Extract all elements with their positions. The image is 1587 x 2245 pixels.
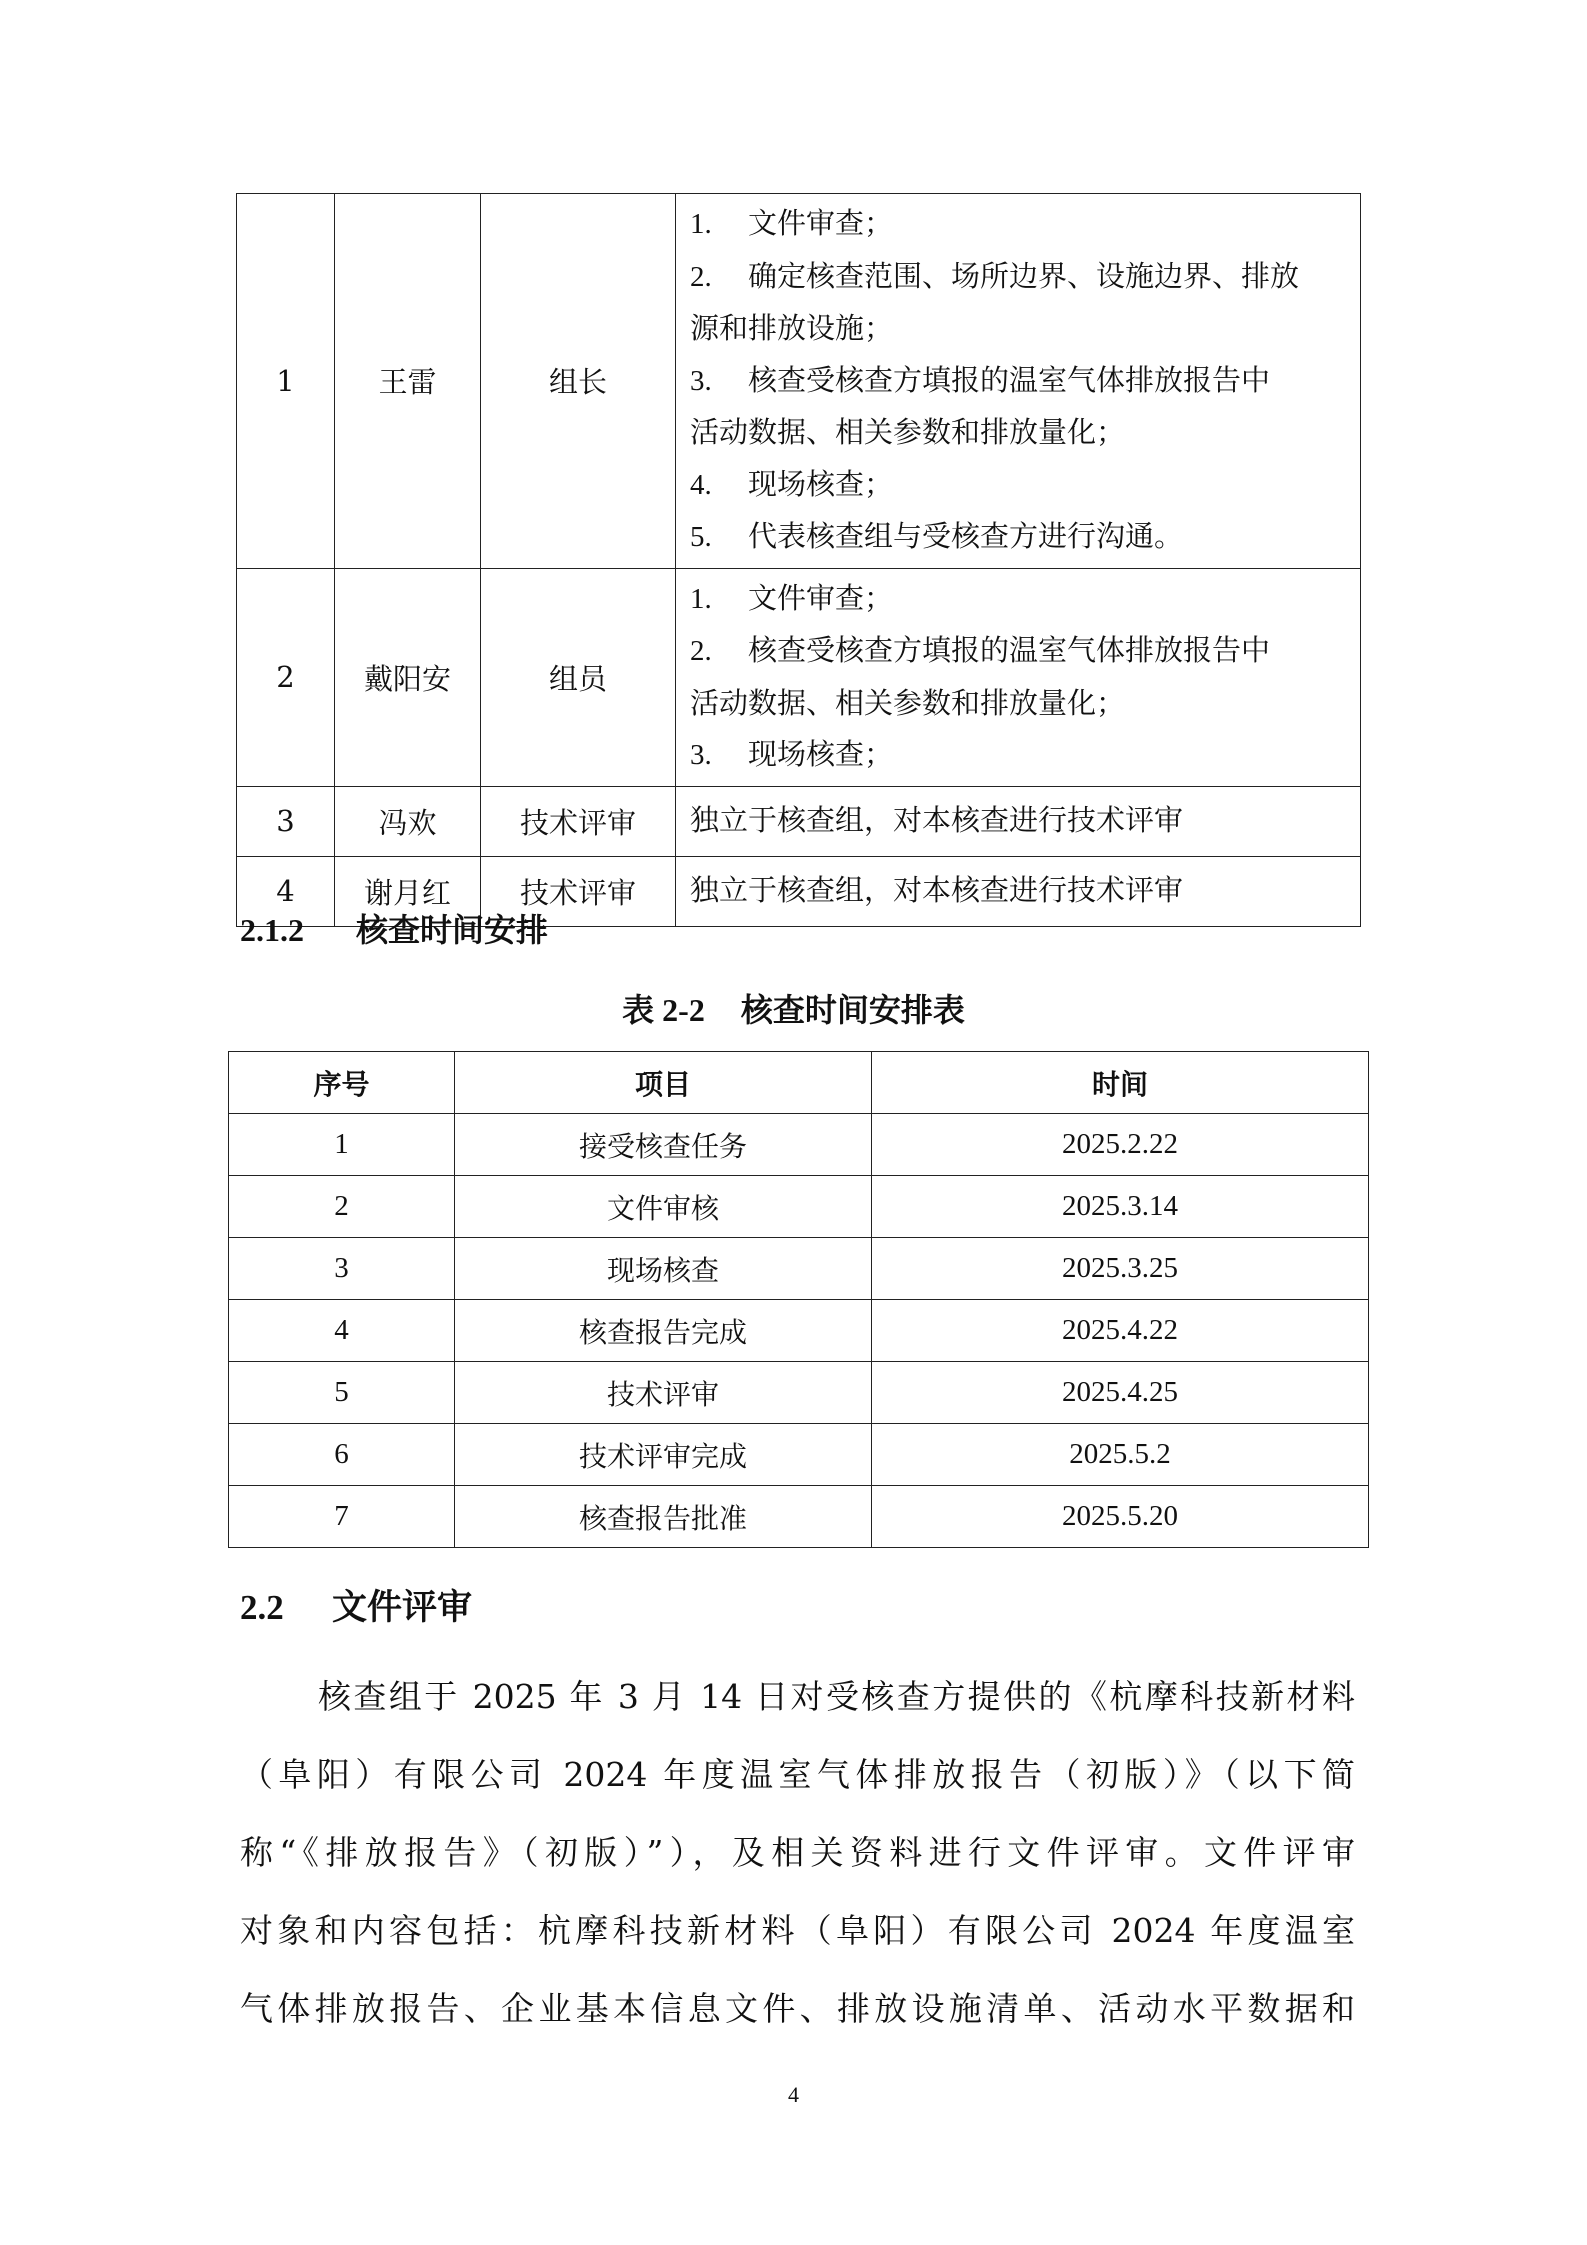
section-heading-2-2 [240, 1580, 472, 1630]
schedule-date: 2025.4.25 [872, 1362, 1369, 1424]
member-duties [676, 568, 1361, 786]
duty-item: 1. 文件审查； [690, 206, 894, 240]
schedule-table [228, 1051, 1369, 1548]
schedule-date: 2025.3.14 [872, 1176, 1369, 1238]
schedule-item: 现场核查 [455, 1238, 872, 1300]
member-role: 组长 [481, 194, 676, 569]
duty-item: 2. 确定核查范围、场所边界、设施边界、排放 源和排放设施； [690, 258, 1300, 345]
section-heading-2-1-2 [240, 905, 548, 951]
table-row [229, 1176, 1369, 1238]
member-role: 技术评审 [481, 786, 676, 856]
table-row [237, 194, 1361, 569]
table-row [237, 568, 1361, 786]
row-index: 4 [229, 1300, 455, 1362]
row-index: 5 [229, 1362, 455, 1424]
schedule-date: 2025.4.22 [872, 1300, 1369, 1362]
table-row [229, 1300, 1369, 1362]
row-index: 3 [237, 786, 335, 856]
row-index: 1 [237, 194, 335, 569]
table-row [229, 1486, 1369, 1548]
row-index: 6 [229, 1424, 455, 1486]
row-index: 7 [229, 1486, 455, 1548]
duty-item: 5. 代表核查组与受核查方进行沟通。 [690, 519, 1184, 553]
section-title: 文件评审 [332, 1587, 473, 1628]
row-index: 1 [229, 1114, 455, 1176]
paragraph-line: 气体排放报告、企业基本信息文件、排放设施清单、活动水平数据和 [240, 1989, 1355, 2028]
member-name: 冯欢 [335, 786, 481, 856]
member-duties: 独立于核查组，对本核查进行技术评审 [676, 786, 1361, 856]
column-header: 序号 [229, 1052, 455, 1114]
caption-title: 核查时间安排表 [740, 991, 965, 1029]
row-index: 3 [229, 1238, 455, 1300]
table-header-row [229, 1052, 1369, 1114]
duty-item: 1. 文件审查； [690, 580, 894, 615]
schedule-item: 技术评审完成 [455, 1424, 872, 1486]
member-name: 谢月红 [335, 856, 481, 926]
section-number: 2.2 [240, 1588, 284, 1627]
section-number: 2.1.2 [240, 912, 304, 948]
duty-item: 2. 核查受核查方填报的温室气体排放报告中 活动数据、相关参数和排放量化； [690, 633, 1271, 720]
schedule-item: 技术评审 [455, 1362, 872, 1424]
schedule-date: 2025.3.25 [872, 1238, 1369, 1300]
schedule-date: 2025.5.2 [872, 1424, 1369, 1486]
member-role: 组员 [481, 568, 676, 786]
schedule-date: 2025.2.22 [872, 1114, 1369, 1176]
schedule-item: 文件审核 [455, 1176, 872, 1238]
caption-number: 表 2-2 [622, 992, 705, 1028]
member-duties [676, 194, 1361, 569]
table-row [229, 1238, 1369, 1300]
duty-item: 4. 现场核查； [690, 466, 894, 501]
table-row [229, 1114, 1369, 1176]
duty-item: 3. 现场核查； [690, 737, 894, 771]
schedule-date: 2025.5.20 [872, 1486, 1369, 1548]
schedule-item: 核查报告批准 [455, 1486, 872, 1548]
column-header: 项目 [455, 1052, 872, 1114]
page-number: 4 [788, 2082, 799, 2107]
table-row [229, 1424, 1369, 1486]
paragraph-line: 对象和内容包括：杭摩科技新材料（阜阳）有限公司 2024 年度温室 [240, 1911, 1355, 1950]
schedule-item: 接受核查任务 [455, 1114, 872, 1176]
member-role: 技术评审 [481, 856, 676, 926]
paragraph-line: （阜阳）有限公司 2024 年度温室气体排放报告（初版）》（以下简 [240, 1755, 1355, 1794]
row-index: 2 [237, 568, 335, 786]
member-duties: 独立于核查组，对本核查进行技术评审 [676, 856, 1361, 926]
column-header: 时间 [872, 1052, 1369, 1114]
verification-team-table [236, 193, 1361, 927]
row-index: 4 [237, 856, 335, 926]
table-caption [0, 985, 1587, 1031]
table-row [237, 786, 1361, 856]
duty-item: 3. 核查受核查方填报的温室气体排放报告中 活动数据、相关参数和排放量化； [690, 362, 1271, 449]
table-row [229, 1362, 1369, 1424]
row-index: 2 [229, 1176, 455, 1238]
section-title: 核查时间安排 [356, 911, 549, 949]
member-name: 戴阳安 [335, 568, 481, 786]
paragraph-line: 称“《排放报告》（初版）”），及相关资料进行文件评审。文件评审 [240, 1833, 1355, 1872]
member-name: 王雷 [335, 194, 481, 569]
body-paragraph [240, 1658, 1355, 2048]
paragraph-line: 核查组于 2025 年 3 月 14 日对受核查方提供的《杭摩科技新材料 [318, 1677, 1355, 1716]
schedule-item: 核查报告完成 [455, 1300, 872, 1362]
